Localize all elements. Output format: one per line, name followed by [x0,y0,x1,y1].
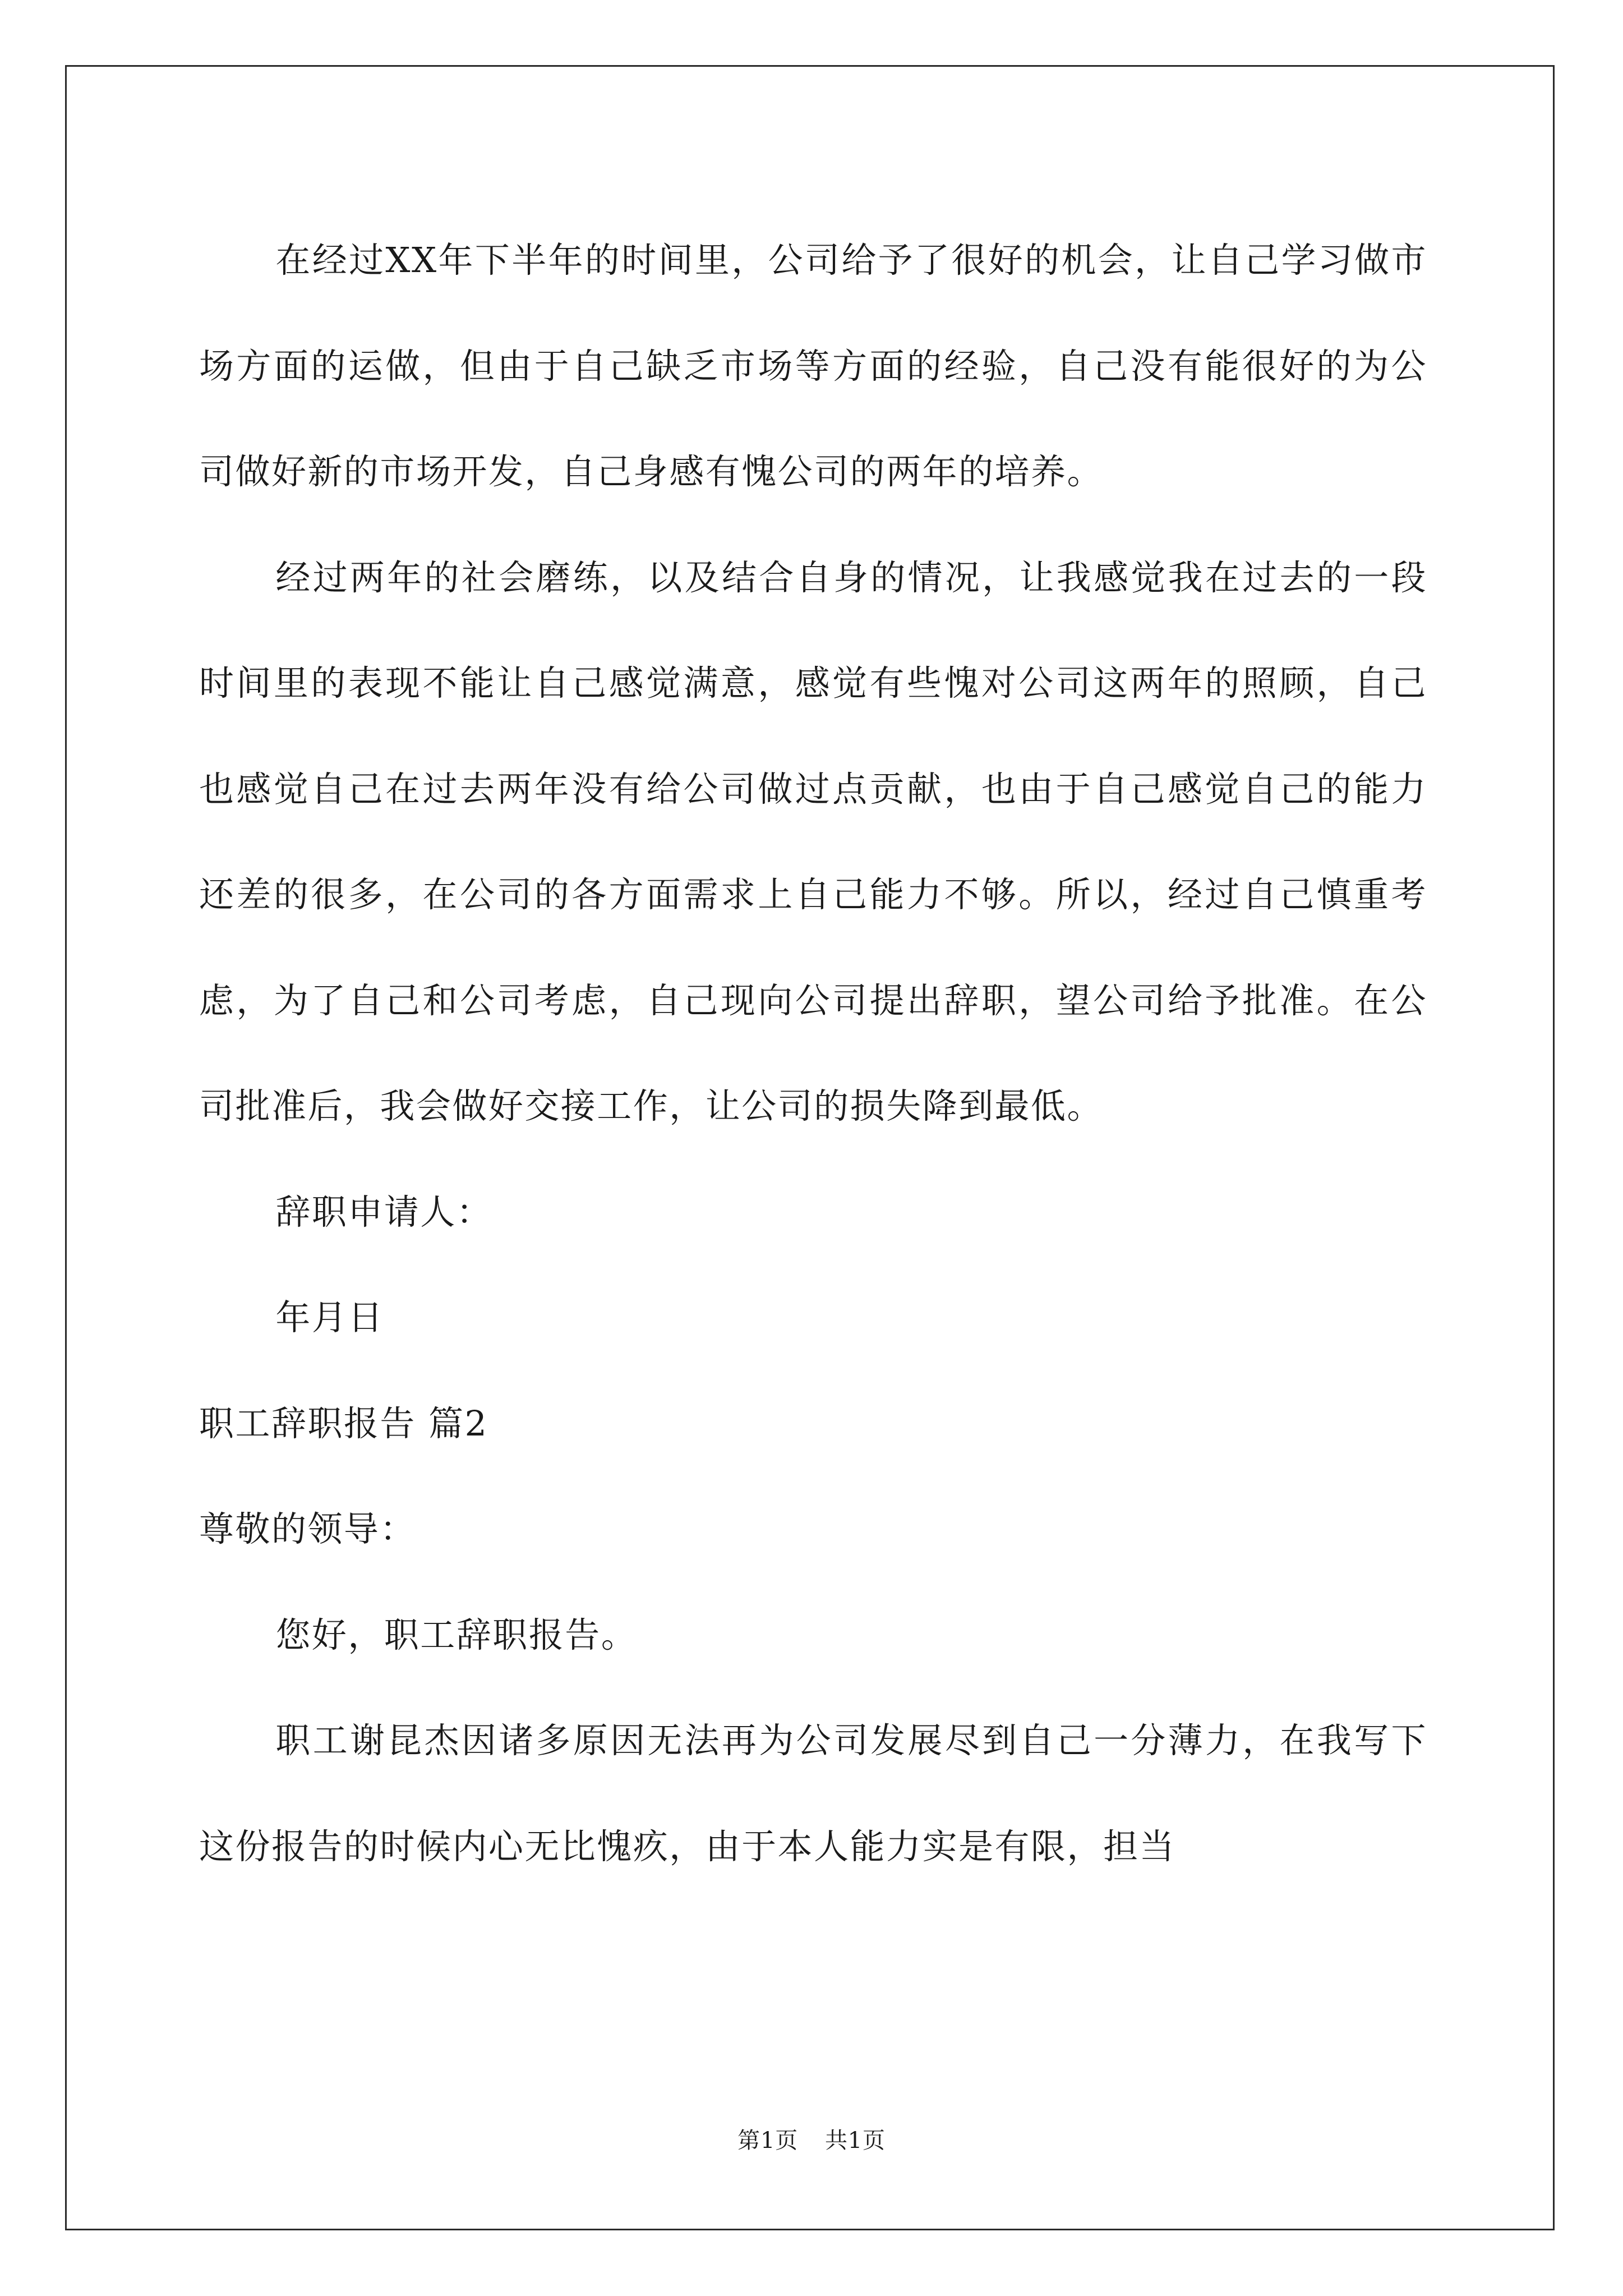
paragraph-market-experience: 在经过XX年下半年的时间里，公司给予了很好的机会，让自己学习做市场方面的运做，但由于自己缺乏市场等方面的经验，自己没有能很好的为公司做好新的市场开发，自己身感有愧公司的两年的培养。 [199,240,1427,492]
page-number: 第1页 [737,2128,798,2154]
salutation: 尊敬的领导： [199,1508,416,1549]
page-footer [0,2123,1623,2155]
paragraph-resignation-reason: 经过两年的社会磨练，以及结合自身的情况，让我感觉我在过去的一段时间里的表现不能让自己感觉满意，感觉有些愧对公司这两年的照顾，自己也感觉自己在过去两年没有给公司做过点贡献，也由于自己感觉自己的能力还差的很多，在公司的各方面需求上自己能力不够。所以，经过自己慎重考虑，为了自己和公司考虑，自己现向公司提出辞职，望公司给予批准。在公司批准后，我会做好交接工作，让公司的损失降到最低。 [199,556,1427,1126]
date-line: 年月日 [275,1297,384,1338]
signature-line: 辞职申请人： [275,1191,493,1232]
section-heading: 职工辞职报告 篇2 [199,1402,488,1444]
document-body [199,208,1427,1899]
page-total: 共1页 [825,2128,886,2154]
paragraph-employee-statement: 职工谢昆杰因诸多原因无法再为公司发展尽到自己一分薄力，在我写下这份报告的时候内心无比愧疚，由于本人能力实是有限，担当 [199,1720,1427,1867]
greeting-line: 您好，职工辞职报告。 [275,1614,638,1655]
